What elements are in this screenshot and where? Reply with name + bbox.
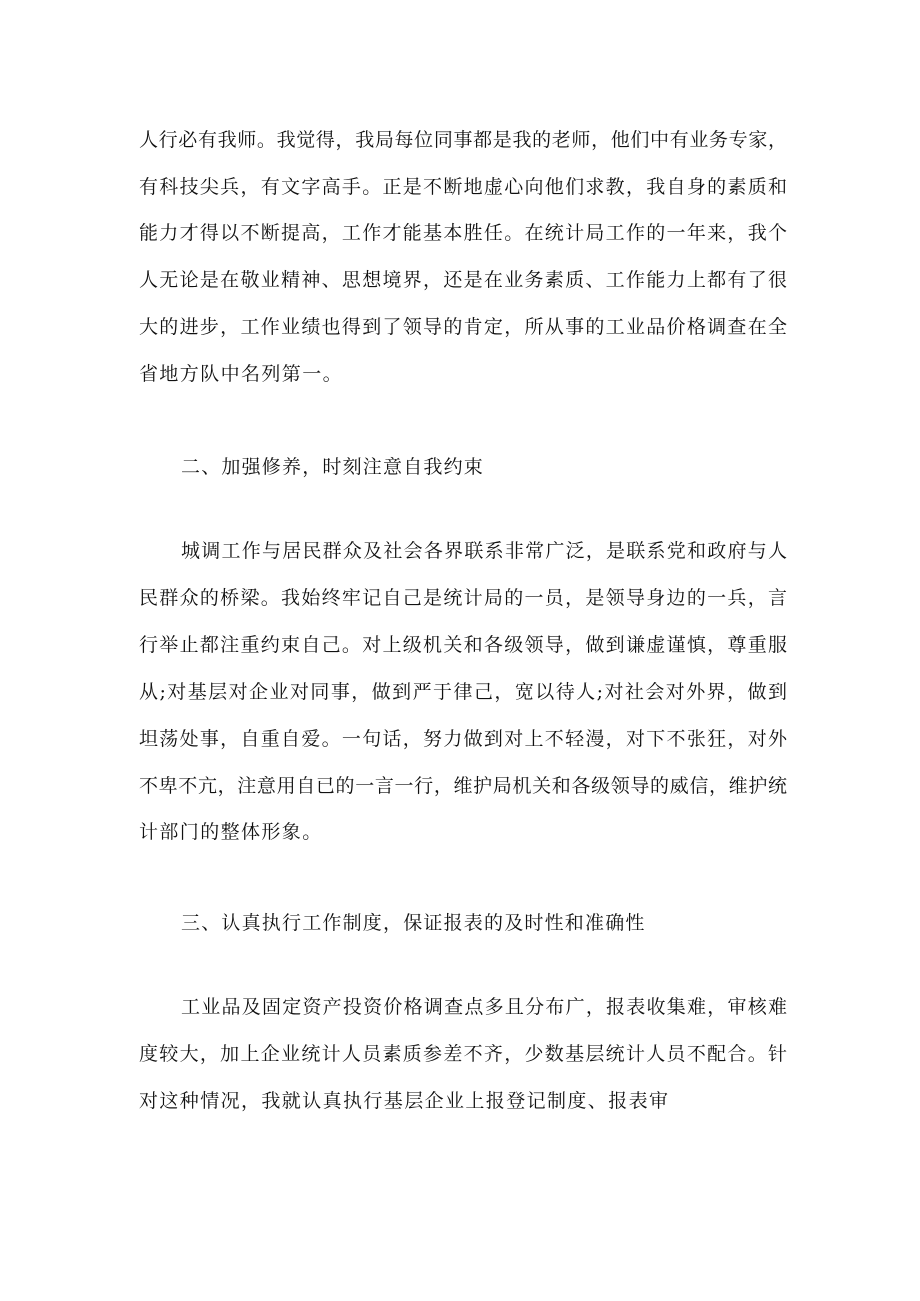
paragraph-line: 坦荡处事，自重自爱。一句话，努力做到对上不轻漫，对下不张狂，对外 [139,728,787,750]
paragraph-line: 不卑不亢，注意用自已的一言一行，维护局机关和各级领导的威信，维护统 [139,775,787,797]
paragraph-line: 能力才得以不断提高，工作才能基本胜任。在统计局工作的一年来，我个 [139,222,787,244]
paragraph-line: 对这种情况，我就认真执行基层企业上报登记制度、报表审 [139,1090,670,1112]
paragraph-line: 省地方队中名列第一。 [139,363,344,385]
paragraph-line: 大的进步，工作业绩也得到了领导的肯定，所从事的工业品价格调查在全 [139,316,787,338]
paragraph-line: 行举止都注重约束自己。对上级机关和各级领导，做到谦虚谨慎，尊重服 [139,634,787,656]
paragraph-line: 民群众的桥梁。我始终牢记自己是统计局的一员，是领导身边的一兵，言 [139,587,787,609]
paragraph-line: 人行必有我师。我觉得，我局每位同事都是我的老师，他们中有业务专家， [139,129,787,151]
paragraph-line: 工业品及固定资产投资价格调查点多且分布广，报表收集难，审核难 [181,996,787,1018]
section-heading: 三、认真执行工作制度，保证报表的及时性和准确性 [181,912,646,934]
paragraph-line: 人无论是在敬业精神、思想境界，还是在业务素质、工作能力上都有了很 [139,269,787,291]
paragraph-line: 城调工作与居民群众及社会各界联系非常广泛，是联系党和政府与人 [181,540,787,562]
paragraph-line: 从;对基层对企业对同事，做到严于律己，宽以待人;对社会对外界，做到 [139,681,787,703]
paragraph-line: 计部门的整体形象。 [139,821,323,843]
section-heading: 二、加强修养，时刻注意自我约束 [181,456,485,478]
paragraph-line: 度较大，加上企业统计人员素质参差不齐，少数基层统计人员不配合。针 [139,1043,787,1065]
paragraph-line: 有科技尖兵，有文字高手。正是不断地虚心向他们求教，我自身的素质和 [139,176,787,198]
